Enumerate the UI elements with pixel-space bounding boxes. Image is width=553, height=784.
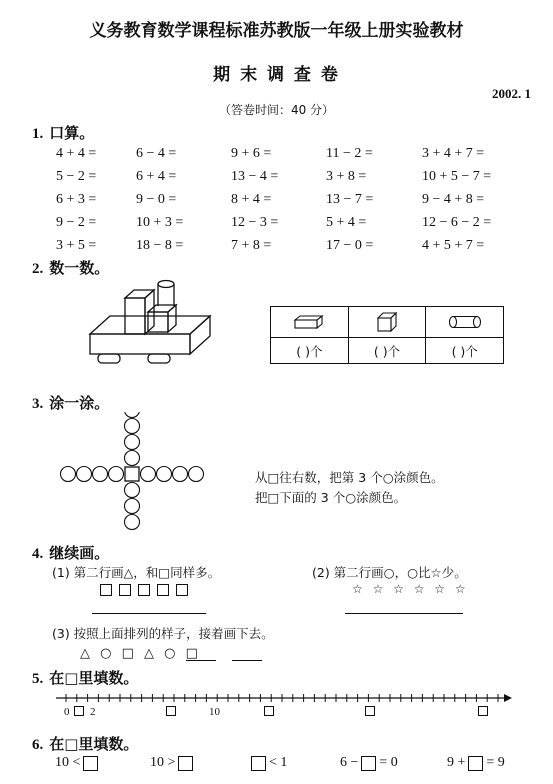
- arithmetic-problem: 3 + 5 =: [56, 238, 97, 253]
- time-note: （答卷时间：40 分）: [218, 103, 335, 117]
- inequality-1: 10 <: [55, 755, 101, 771]
- arithmetic-problem: 3 + 4 + 7 =: [422, 146, 485, 161]
- arithmetic-problem: 17 − 0 =: [326, 238, 374, 253]
- number-line-box[interactable]: [74, 706, 84, 716]
- circle-cross-figure: [58, 412, 218, 534]
- square-shape: [100, 584, 112, 596]
- section-title: 在□里填数。: [49, 735, 139, 753]
- section-title: 在□里填数。: [49, 669, 139, 687]
- question-4-2: (2) 第二行画○，○比☆少。: [312, 565, 467, 580]
- number-line-box[interactable]: [365, 706, 375, 716]
- cylinder-cell: [426, 307, 503, 337]
- cube-icon: [376, 312, 398, 332]
- fill-box[interactable]: [83, 756, 98, 771]
- circle-shape[interactable]: [157, 467, 172, 482]
- circle-shape[interactable]: [125, 419, 140, 434]
- arithmetic-problem: 11 − 2 =: [326, 146, 373, 161]
- square-shape: [176, 584, 188, 596]
- fill-box[interactable]: [361, 756, 376, 771]
- section-number: 2.: [32, 261, 44, 277]
- fill-box[interactable]: [468, 756, 483, 771]
- arithmetic-problem: 12 − 6 − 2 =: [422, 215, 492, 230]
- cube-count-answer[interactable]: ( )个: [349, 338, 427, 363]
- number-line-arrow: [504, 694, 512, 702]
- question-4-1: (1) 第二行画△，和□同样多。: [52, 565, 221, 580]
- pattern-blank-2[interactable]: [232, 660, 262, 661]
- section-2-heading: [32, 257, 109, 278]
- circle-shape[interactable]: [93, 467, 108, 482]
- arithmetic-problem: 8 + 4 =: [231, 192, 272, 207]
- cylinder-count-answer[interactable]: ( )个: [451, 343, 478, 359]
- star-row: ☆ ☆ ☆ ☆ ☆ ☆: [352, 582, 469, 596]
- section-title: 数一数。: [49, 259, 110, 277]
- arithmetic-problem: 10 + 5 − 7 =: [422, 169, 492, 184]
- number-line-box[interactable]: [264, 706, 274, 716]
- section-3-heading: [32, 392, 109, 413]
- cylinder-icon: [448, 315, 482, 329]
- number-line-label-10: 10: [209, 706, 220, 718]
- arithmetic-problem: 7 + 8 =: [231, 238, 272, 253]
- circle-shape[interactable]: [109, 467, 124, 482]
- cube-cell: [349, 307, 427, 337]
- arithmetic-problem: 18 − 8 =: [136, 238, 184, 253]
- section-6-heading: [32, 733, 138, 754]
- section-title: 涂一涂。: [49, 394, 110, 412]
- square-shape: [138, 584, 150, 596]
- arithmetic-problem: 4 + 4 =: [56, 146, 97, 161]
- cuboid-count-answer[interactable]: ( )个: [271, 338, 349, 363]
- square-shape: [157, 584, 169, 596]
- wheel: [98, 354, 120, 363]
- number-line-box[interactable]: [478, 706, 488, 716]
- arithmetic-problem: 5 − 2 =: [56, 169, 97, 184]
- section-title: 口算。: [49, 124, 95, 142]
- block-figure: [80, 276, 220, 376]
- arithmetic-problem: 9 − 0 =: [136, 192, 177, 207]
- platform-side: [190, 316, 210, 354]
- arithmetic-problem: 10 + 3 =: [136, 215, 184, 230]
- section-number: 5.: [32, 671, 44, 687]
- circle-shape[interactable]: [125, 435, 140, 450]
- section-number: 6.: [32, 737, 44, 753]
- inequality-2: 10 >: [150, 755, 196, 771]
- arithmetic-problem: 6 + 4 =: [136, 169, 177, 184]
- platform-top: [90, 316, 210, 334]
- answer-line-4-2[interactable]: [345, 613, 463, 614]
- count-table: [270, 306, 504, 364]
- number-line-box[interactable]: [166, 706, 176, 716]
- circle-shape[interactable]: [125, 483, 140, 498]
- circle-shape[interactable]: [77, 467, 92, 482]
- circle-shape[interactable]: [125, 499, 140, 514]
- section-number: 4.: [32, 546, 44, 562]
- shape-pattern: △ ○ □ △ ○ □: [80, 646, 201, 661]
- document-title: 义务教育数学课程标准苏教版一年级上册实验教材: [89, 21, 464, 41]
- equation-5: 9 + = 9: [447, 755, 505, 770]
- arithmetic-problem: 3 + 8 =: [326, 169, 367, 184]
- arithmetic-problem: 6 + 3 =: [56, 192, 97, 207]
- document-date: 2002. 1: [492, 86, 531, 101]
- platform-front: [90, 334, 190, 354]
- answer-line-4-1[interactable]: [92, 613, 206, 614]
- circle-shape[interactable]: [125, 451, 140, 466]
- document-subtitle: 期 末 调 查 卷: [213, 65, 340, 85]
- circle-shape[interactable]: [61, 467, 76, 482]
- section-4-heading: [32, 542, 109, 563]
- arithmetic-problem: 12 − 3 =: [231, 215, 279, 230]
- arithmetic-problem: 5 + 4 =: [326, 215, 367, 230]
- fill-box[interactable]: [178, 756, 193, 771]
- coloring-instruction-2: 把□下面的 3 个○涂颜色。: [255, 490, 407, 505]
- circle-shape[interactable]: [141, 467, 156, 482]
- arithmetic-problem: 6 − 4 =: [136, 146, 177, 161]
- question-4-3: (3) 按照上面排列的样子，接着画下去。: [52, 626, 274, 641]
- arithmetic-problem: 9 + 6 =: [231, 146, 272, 161]
- coloring-instruction-1: 从□往右数，把第 3 个○涂颜色。: [255, 470, 444, 485]
- cuboid-cell: [271, 307, 349, 337]
- equation-4: 6 − = 0: [340, 755, 398, 770]
- arithmetic-problem: 9 − 2 =: [56, 215, 97, 230]
- arithmetic-problem: 4 + 5 + 7 =: [422, 238, 485, 253]
- section-5-heading: [32, 667, 138, 688]
- arithmetic-problem: 13 − 7 =: [326, 192, 374, 207]
- cuboid-icon: [293, 315, 325, 329]
- inequality-3: < 1: [248, 755, 287, 771]
- center-square: [125, 467, 139, 481]
- circle-shape[interactable]: [173, 467, 188, 482]
- arithmetic-problem: 9 − 4 + 8 =: [422, 192, 485, 207]
- number-line-label-2: 2: [90, 706, 96, 718]
- number-line-label-0: 0: [64, 706, 70, 718]
- square-row: [100, 584, 188, 596]
- section-number: 3.: [32, 396, 44, 412]
- arithmetic-problem: 13 − 4 =: [231, 169, 279, 184]
- circle-shape[interactable]: [125, 412, 140, 418]
- number-line: [52, 690, 512, 720]
- fill-box[interactable]: [251, 756, 266, 771]
- circle-shape[interactable]: [189, 467, 204, 482]
- square-shape: [119, 584, 131, 596]
- section-1-heading: [32, 122, 94, 143]
- pattern-blank-1[interactable]: [186, 660, 216, 661]
- circle-shape[interactable]: [125, 515, 140, 530]
- section-number: 1.: [32, 126, 44, 142]
- wheel: [148, 354, 170, 363]
- section-title: 继续画。: [49, 544, 110, 562]
